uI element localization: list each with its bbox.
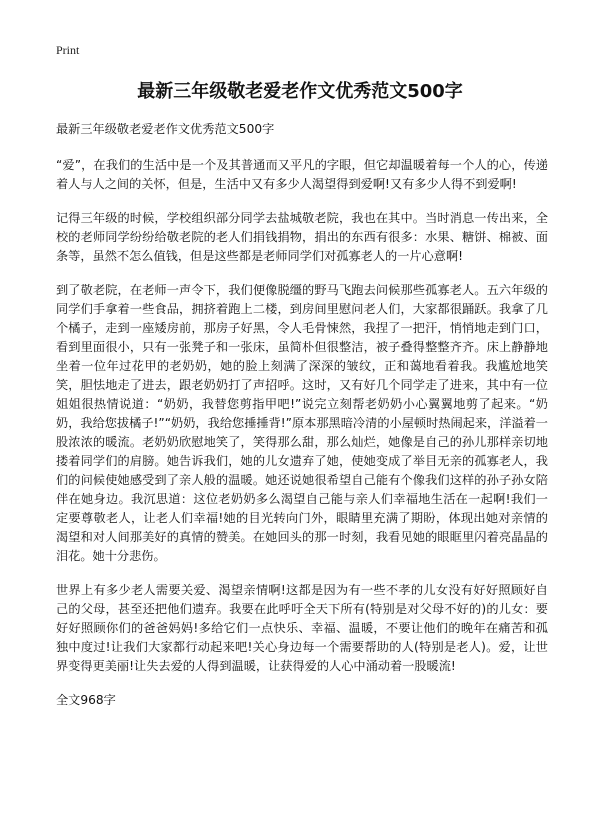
article-subtitle: 最新三年级敬老爱老作文优秀范文500字 — [56, 122, 275, 136]
paragraph-visit: 到了敬老院，在老师一声令下，我们便像脱缰的野马飞跑去问候那些孤寡老人。五六年级的同学们手拿着一些食品，拥挤着跑上二楼，到房间里慰问老人们，大家都很踊跃。我拿了几个橘子，走到一座矮房前，那房子好黑，令人毛骨悚然，我捏了一把汗，悄悄地走到门口，看到里面很小，只有一张凳子和一张床，虽简朴但很整洁，被子叠得整整齐齐。床上静静地坐着一位年过花甲的老奶奶，她的脸上刻满了深深的皱纹，正和蔼地看着我。我尴尬地笑笑，胆怯地走了进去，跟老奶奶打了声招呼。这时，又有好几个同学走了进来，其中有一位姐姐很热情说道：“奶奶，我替您剪指甲吧!”说完立刻帮老奶奶小心翼翼地剪了起来。“奶奶，我给您拔橘子!”“奶奶，我给您捶捶背!”原本那黑暗冷清的小屋顿时热闹起来，洋溢着一股浓浓的暖流。老奶奶欣慰地笑了，笑得那么甜，那么灿烂，她像是自己的孙儿那样亲切地搂着同学们的肩膀。她告诉我们，她的儿女遗弃了她，使她变成了举目无亲的孤寡老人，我们的问候使她感受到了亲人般的温暖。她还说她很希望自己能有个像我们这样的孙子孙女陪伴在她身边。我沉思道：这位老奶奶多么渴望自己能与亲人们幸福地生活在一起啊!我们一定要尊敬老人，让老人们幸福!她的目光转向门外，眼睛里充满了期盼，体现出她对亲情的渴望和对人间那美好的真情的赞美。在她回头的那一时刻，我看见她的眼眶里闪着亮晶晶的泪花。她十分悲伤。 — [56, 283, 548, 563]
print-link[interactable]: Print — [56, 43, 80, 57]
word-count: 全文968字 — [56, 693, 116, 707]
article-body — [56, 120, 548, 710]
paragraph-memory: 记得三年级的时候，学校组织部分同学去盐城敬老院，我也在其中。当时消息一传出来，全校的老师同学纷纷给敬老院的老人们捐钱捐物，捐出的东西有很多：水果、糖饼、棉被、面条等，虽然不怎么值钱，但是这些都是老师同学们对孤寡老人的一片心意啊! — [56, 211, 548, 263]
paragraph-intro: “爱”，在我们的生活中是一个及其普通而又平凡的字眼，但它却温暖着每一个人的心，传递着人与人之间的关怀，但是，生活中又有多少人渴望得到爱啊!又有多少人得不到爱啊! — [56, 158, 548, 191]
paragraph-appeal: 世界上有多少老人需要关爱、渴望亲情啊!这都是因为有一些不孝的儿女没有好好照顾好自己的父母，甚至还把他们遗弃。我要在此呼吁全天下所有(特别是对父母不好的)的儿女：要好好照顾你们的爸爸妈妈!多给它们一点快乐、幸福、温暖，不要让他们的晚年在痛苦和孤独中度过!让我们大家都行动起来吧!关心身边每一个需要帮助的人(特别是老人)。爱，让世界变得更美丽!让失去爱的人得到温暖，让获得爱的人心中涌动着一股暖流! — [56, 583, 548, 673]
page-title: 最新三年级敬老爱老作文优秀范文500字 — [137, 81, 463, 102]
